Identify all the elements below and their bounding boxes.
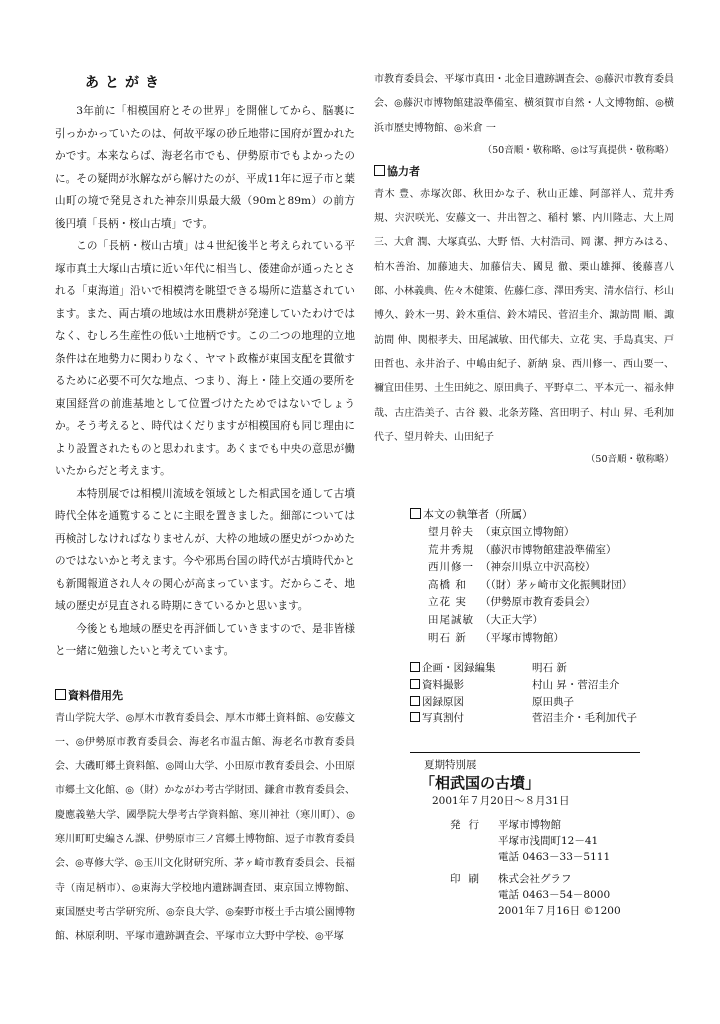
authors-section: [410, 506, 690, 647]
afterword-title: あとがき: [85, 75, 165, 91]
author-name: 西川修一: [428, 561, 474, 574]
exhibition-title: 「相武国の古墳」: [420, 774, 541, 792]
checkbox-square-icon: [410, 662, 420, 672]
author-affiliation: （神奈川県立中沢高校）: [480, 561, 596, 574]
cooperators-section: [374, 161, 674, 470]
lenders-list-continued: 市教育委員会、平塚市真田・北金目遺跡調査会、◎藤沢市教育委員会、◎藤沢市博物館建設準備室、横須賀市自然・人文博物館、◎横浜市歴史博物館、◎米倉 一: [374, 74, 674, 134]
left-column: [55, 68, 355, 949]
production-row: [410, 710, 690, 727]
print-date: 2001年７月16日 ©1200: [498, 905, 621, 917]
author-affiliation: （平塚市博物館）: [480, 631, 564, 644]
author-name: 望月幹夫: [428, 526, 474, 538]
author-row: [410, 524, 690, 542]
checkbox-square-icon: [410, 508, 421, 519]
printer-phone: 電話 0463－54－8000: [498, 889, 611, 901]
checkbox-square-icon: [374, 165, 385, 176]
author-affiliation: （（財）茅ヶ崎市文化振興財団）: [480, 578, 633, 591]
production-value: 原田典子: [532, 695, 574, 708]
checkbox-square-icon: [410, 679, 420, 689]
afterword-paragraph-2: この「長柄・桜山古墳」は４世紀後半と考えられている平塚市真土大塚山古墳に近い年代に相当し、倭建命が通ったとされる「東海道」沿いで相模湾を眺望できる場所に造墓されています。また、両古墳の地域は水田農耕が発達していたわけではなく、むしろ生産性の低い土地柄です。この二つの地理的立地条件は在地勢力に関わりなく、ヤマト政権が東国支配を貫徹するために必要不可欠な地点、つまり、海上・陸上交通の要所を東国経営の前進基地として位置づけたためではないでしょうか。そう考えると、時代はくだりますが相模国府も同じ理由により設置されたものと思われます。あくまでも中央の意思が働いたからだと考えます。: [55, 240, 355, 477]
publisher-row: [410, 817, 640, 833]
publisher-address-row: [410, 833, 640, 849]
production-label: 企画・図録編集: [422, 662, 496, 674]
lenders-list: 青山学院大学、◎厚木市教育委員会、厚木市郷土資料館、◎安藤文一、◎伊勢原市教育委員会、海老名市温古館、海老名市教育委員会、大磯町郷土資料館、◎岡山大学、小田原市教育委員会、小田原市郷土文化館、◎（財）かながわ考古学財団、鎌倉市教育委員会、慶應義塾大学、國學院大學考古学資料館、寒川神社（寒川町）、◎寒川町町史編さん課、伊勢原市三ノ宮郷土博物館、逗子市教育委員会、◎専修大学、◎玉川文化財研究所、茅ヶ崎市教育委員会、長福寺（南足柄市）、◎東海大学校地内遺跡調査団、東京国立博物館、東国歴史考古学研究所、◎奈良大学、◎秦野市桜土手古墳公園博物館、林原利明、平塚市遺跡調査会、平塚市立大野中学校、◎平塚: [55, 712, 355, 943]
lenders-section: [55, 685, 355, 950]
author-name: 立花 実: [428, 596, 467, 609]
author-name: 高橋 和: [428, 578, 467, 591]
production-value: 明石 新: [532, 662, 567, 674]
right-column: [374, 68, 674, 470]
publisher-name: 平塚市博物館: [498, 819, 561, 831]
authors-heading: 本文の執筆者（所属）: [410, 506, 690, 524]
production-value: 村山 昇・菅沼圭介: [532, 678, 620, 691]
cooperators-note: （50音順・敬称略）: [585, 454, 674, 466]
print-date-row: [410, 903, 640, 919]
production-value: 菅沼圭介・毛利加代子: [532, 712, 637, 725]
publisher-address: 平塚市浅間町12－41: [498, 835, 599, 847]
afterword-paragraph-4: 今後とも地域の歴史を再評価していきますので、是非皆様と一緒に勉強したいと考えています。: [55, 622, 355, 657]
lenders-note: （50音順・敬称略、◎は写真提供・敬称略）: [482, 144, 674, 156]
production-row: [410, 694, 690, 711]
publisher-phone-row: [410, 849, 640, 865]
author-name: 荒井秀規: [428, 543, 474, 556]
author-row: [410, 559, 690, 577]
author-row: [410, 577, 690, 595]
author-affiliation: （藤沢市博物館建設準備室）: [480, 543, 617, 556]
checkbox-square-icon: [410, 712, 420, 722]
production-label: 資料撮影: [422, 678, 464, 691]
author-name: 明石 新: [428, 631, 467, 644]
author-affiliation: （東京国立博物館）: [480, 526, 575, 538]
production-label: 図録原図: [422, 695, 464, 708]
lenders-heading: 資料借用先: [55, 685, 355, 707]
afterword-paragraph-1: 3年前に「相模国府とその世界」を開催してから、脳裏に引っかかっていたのは、何故平塚の砂丘地帯に国府が置かれたかです。本来ならば、海老名市でも、伊勢原市でもよかったのに。その疑問が氷解ながら解けたのが、平成11年に逗子市と葉山町の境で発見された神奈川県最大級（90mと89m）の前方後円墳「長柄・桜山古墳」です。: [55, 105, 355, 230]
checkbox-square-icon: [410, 696, 420, 706]
cooperators-list: 青木 豊、赤塚次郎、秋田かな子、秋山正雄、阿部祥人、荒井秀規、宍沢咲光、安藤文一、井出智之、稲村 繁、内川隆志、大上周三、大倉 潤、大塚真弘、大野 悟、大村浩司、岡 潔、押方みはる、柏木善治、加藤迪夫、加藤信夫、國見 徹、栗山雄揮、後藤喜八郎、小林義典、佐々木健策、佐藤仁彦、澤田秀実、清水信行、杉山博久、鈴木一男、鈴木重信、鈴木靖民、菅沼圭介、諏訪間 順、諏訪間 伸、関根孝夫、田尾誠敏、田代郁夫、立花 実、手島真実、戸田哲也、永井治子、中嶋由紀子、新納 泉、西川修一、西山要一、禰宜田佳男、土生田純之、原田典子、平野卓二、平本元一、福永伸哉、古庄浩美子、古谷 毅、北条芳隆、宮田明子、村山 昇、毛利加代子、望月幹夫、山田紀子: [374, 188, 674, 443]
production-row: [410, 660, 690, 677]
publisher-label: 発行: [450, 819, 487, 831]
publisher-phone: 電話 0463－33－5111: [498, 851, 611, 863]
production-credits: [410, 660, 690, 727]
exhibition-series: 夏期特別展: [424, 759, 477, 771]
author-row: [410, 542, 690, 560]
checkbox-square-icon: [55, 689, 66, 700]
production-label: 写真割付: [422, 712, 464, 725]
author-name: 田尾誠敏: [428, 613, 474, 626]
author-row: [410, 630, 690, 648]
exhibition-dates: 2001年７月20日～８月31日: [432, 795, 570, 807]
author-row: [410, 594, 690, 612]
author-affiliation: （伊勢原市教育委員会）: [480, 596, 596, 609]
production-row: [410, 677, 690, 694]
colophon: [410, 752, 640, 919]
printer-name: 株式会社グラフ: [498, 873, 572, 885]
printer-row: [410, 871, 640, 887]
afterword-paragraph-3: 本特別展では相模川流域を領域とした相武国を通して古墳時代全体を通覧することに主眼を置きました。細部については再検討しなければなりませんが、大枠の地域の歴史がつかめたのではないかと考えます。今や邪馬台国の時代が古墳時代かとも新聞報道され人々の関心が高まっています。だからこそ、地域の歴史が見直される時期にきているかと思います。: [55, 487, 355, 612]
printer-label: 印刷: [450, 873, 487, 885]
author-row: [410, 612, 690, 630]
cooperators-heading: 協力者: [374, 161, 674, 183]
printer-phone-row: [410, 887, 640, 903]
author-affiliation: （大正大学）: [480, 613, 543, 626]
